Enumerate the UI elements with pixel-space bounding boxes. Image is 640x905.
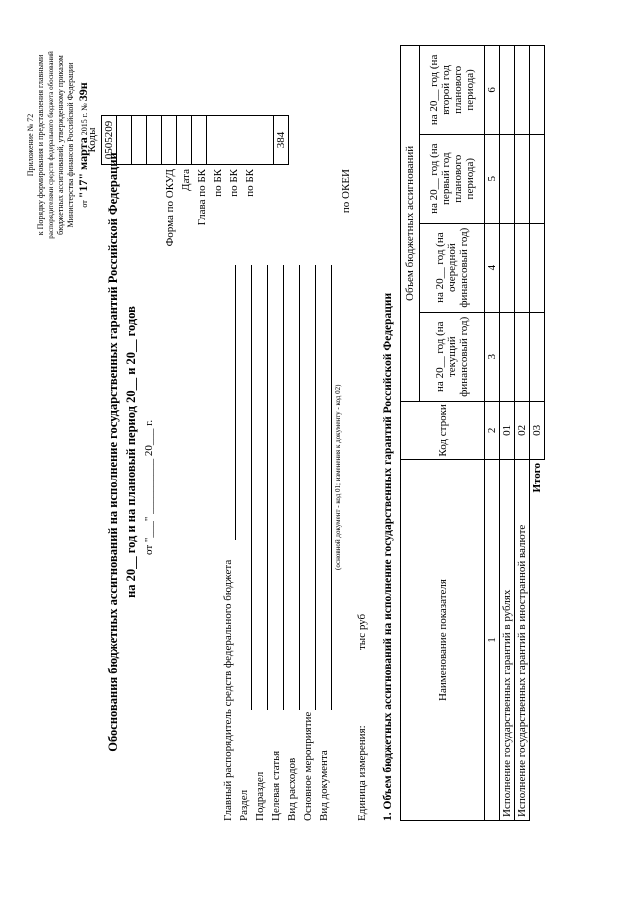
col-y4-header: на 20__ год (на второй год планового периода) — [420, 46, 485, 135]
col-num: 6 — [485, 46, 500, 135]
row-name: Исполнение государственных гарантий в иностранной валюте — [515, 459, 530, 820]
bk3-label: по БК — [244, 169, 256, 197]
date-label: Дата — [180, 169, 192, 191]
okud-label: Форма по ОКУД — [164, 169, 176, 247]
appendix-block — [26, 25, 90, 265]
cell — [530, 46, 545, 135]
document-title: Обоснования бюджетных ассигнований на исполнение государственных гарантий Российской Федерации — [106, 152, 120, 752]
cell — [500, 312, 515, 401]
col-y2-header: на 20__ год (на очередной финансовый год) — [420, 223, 485, 312]
cell — [530, 312, 545, 401]
col-num: 3 — [485, 312, 500, 401]
blank-value — [207, 116, 274, 165]
appendix-year: 2015 г. № — [80, 103, 89, 136]
row-code: 01 — [500, 401, 515, 459]
table-row — [515, 46, 530, 821]
field-document-type: Вид документа — [318, 750, 330, 821]
cell — [515, 46, 530, 135]
bk1-label: по БК — [212, 169, 224, 197]
cell — [515, 223, 530, 312]
col-num: 2 — [485, 401, 500, 459]
glava-value — [132, 116, 147, 165]
total-code: 03 — [530, 401, 545, 459]
blank-value — [192, 116, 207, 165]
appendix-line: бюджетных ассигнований, утвержденному приказом — [56, 55, 65, 235]
units-label: Единица измерения: — [356, 725, 368, 821]
codes-table — [101, 115, 289, 165]
date-value — [117, 116, 132, 165]
col-num: 4 — [485, 223, 500, 312]
appendix-line: Приложение № 72 — [26, 113, 35, 177]
field-underline — [299, 265, 300, 710]
field-underline — [267, 265, 268, 710]
cell — [515, 134, 530, 223]
field-subsection: Подраздел — [254, 771, 266, 821]
appendix-line: Министерства финансов Российской Федерации — [66, 62, 75, 228]
col-y3-header: на 20__ год (на первый год планового периода) — [420, 134, 485, 223]
field-underline — [315, 265, 316, 710]
date-line: от "___" __________ 20___ г. — [143, 419, 155, 555]
bk1-value — [147, 116, 162, 165]
cell — [530, 223, 545, 312]
cell — [530, 134, 545, 223]
field-main-activity: Основное мероприятие — [302, 711, 314, 821]
row-code: 02 — [515, 401, 530, 459]
col-num: 1 — [485, 459, 500, 820]
bk2-value — [162, 116, 177, 165]
field-target-article: Целевая статья — [270, 750, 282, 821]
document-type-note: (основной документ - код 01; изменения к документу - код 02) — [334, 384, 342, 570]
field-main-distributor: Главный распорядитель средств федерального бюджета — [222, 559, 234, 821]
bk3-value — [177, 116, 192, 165]
glava-label: Глава по БК — [196, 169, 208, 226]
field-section: Раздел — [238, 789, 250, 821]
bk2-label: по БК — [228, 169, 240, 197]
total-label: Итого — [530, 459, 545, 820]
col-code-header: Код строки — [401, 401, 485, 459]
section-1-title: 1. Объем бюджетных ассигнований на исполнение государственных гарантий Российской Федерации — [382, 292, 394, 821]
allocations-table — [400, 45, 545, 821]
total-row — [530, 46, 545, 821]
field-underline — [331, 265, 332, 710]
cell — [500, 46, 515, 135]
document-subtitle: на 20__ год и на плановый период 20__ и 20__ годов — [124, 306, 138, 598]
field-expense-type: Вид расходов — [286, 757, 298, 821]
appendix-line: распорядителями средств федерального бюджета обоснований — [47, 51, 55, 239]
field-underline — [283, 265, 284, 710]
row-name: Исполнение государственных гарантий в рублях — [500, 459, 515, 820]
col-y1-header: на 20__ год (на текущий финансовый год) — [420, 312, 485, 401]
document-sheet — [20, 19, 620, 885]
cell — [500, 134, 515, 223]
appendix-line: к Порядку формирования и представления главными — [36, 54, 45, 236]
okei-label: по ОКЕИ — [340, 169, 352, 214]
field-underline — [251, 265, 252, 710]
field-underline — [235, 265, 236, 540]
units-value: тыс руб — [356, 613, 368, 650]
col-name-header: Наименование показателя — [401, 459, 485, 820]
codes-header: Коды — [86, 127, 98, 153]
appendix-date: "17" марта — [76, 137, 90, 199]
okud-value: 0505209 — [102, 116, 117, 165]
col-group-header: Объем бюджетных ассигнований — [401, 46, 420, 402]
cell — [515, 312, 530, 401]
appendix-number: 39н — [76, 82, 90, 102]
appendix-from: от — [80, 200, 89, 208]
col-num: 5 — [485, 134, 500, 223]
table-row — [500, 46, 515, 821]
cell — [500, 223, 515, 312]
okei-value: 384 — [274, 116, 289, 165]
